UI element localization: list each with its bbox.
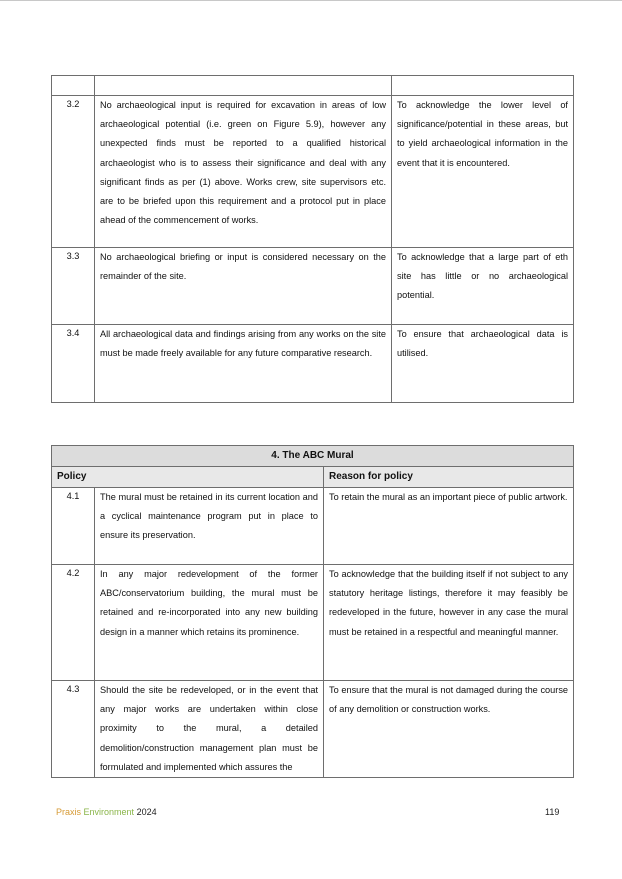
reason-column-header: Reason for policy [324, 467, 574, 488]
reason-text-cell: To ensure that archaeological data is utilised. [392, 325, 574, 403]
reason-text-cell: To retain the mural as an important piece of public artwork. [324, 488, 574, 565]
archaeology-policy-table [51, 75, 574, 403]
table-title: 4. The ABC Mural [52, 446, 574, 467]
policy-text-cell: The mural must be retained in its current location and a cyclical maintenance program put in place to ensure its preservation. [95, 488, 324, 565]
reason-text-cell: To ensure that the mural is not damaged during the course of any demolition or construction works. [324, 681, 574, 778]
policy-text-cell: No archaeological input is required for excavation in areas of low archaeological potential (i.e. green on Figure 5.9), however any unexpected finds must be reported to a qualified historical archaeologist who is to assess their significance and deal with any significant finds as per (1) above. Works crew, site supervisors etc. are to be briefed upon this requirement and a protocol put in place ahead of the commencement of works. [95, 96, 392, 248]
table-row [52, 565, 574, 681]
footer-year: 2024 [136, 807, 157, 817]
footer-brand [56, 807, 157, 817]
footer-brand-praxis: Praxis [56, 807, 82, 817]
table-title-row [52, 446, 574, 467]
policy-number-cell: 3.2 [52, 96, 95, 248]
table-row [52, 325, 574, 403]
reason-text-cell [392, 76, 574, 96]
table-row [52, 248, 574, 325]
footer-brand-environment: Environment [83, 807, 135, 817]
table-row [52, 76, 574, 96]
page-number: 119 [545, 807, 560, 817]
policy-text-cell: No archaeological briefing or input is considered necessary on the remainder of the site. [95, 248, 392, 325]
policy-number-cell [52, 76, 95, 96]
page-top-rule [0, 0, 622, 1]
table-row [52, 488, 574, 565]
policy-number-cell: 4.2 [52, 565, 95, 681]
policy-number-cell: 3.3 [52, 248, 95, 325]
policy-number-cell: 3.4 [52, 325, 95, 403]
table-row [52, 681, 574, 778]
abc-mural-policy-table [51, 445, 574, 778]
policy-column-header: Policy [52, 467, 324, 488]
policy-number-cell: 4.3 [52, 681, 95, 778]
policy-number-cell: 4.1 [52, 488, 95, 565]
reason-text-cell: To acknowledge that a large part of eth site has little or no archaeological potential. [392, 248, 574, 325]
policy-text-cell [95, 76, 392, 96]
table-row [52, 96, 574, 248]
table-header-row [52, 467, 574, 488]
policy-text-cell: All archaeological data and findings arising from any works on the site must be made freely available for any future comparative research. [95, 325, 392, 403]
reason-text-cell: To acknowledge that the building itself if not subject to any statutory heritage listings, therefore it may feasibly be redeveloped in the future, however in any case the mural must be retained in a respectful and meaningful manner. [324, 565, 574, 681]
reason-text-cell: To acknowledge the lower level of significance/potential in these areas, but to yield archaeological information in the event that it is encountered. [392, 96, 574, 248]
policy-text-cell: Should the site be redeveloped, or in the event that any major works are undertaken within close proximity to the mural, a detailed demolition/construction management plan must be formulated and implemented which assures the [95, 681, 324, 778]
policy-text-cell: In any major redevelopment of the former ABC/conservatorium building, the mural must be retained and re-incorporated into any new building design in a manner which retains its prominence. [95, 565, 324, 681]
